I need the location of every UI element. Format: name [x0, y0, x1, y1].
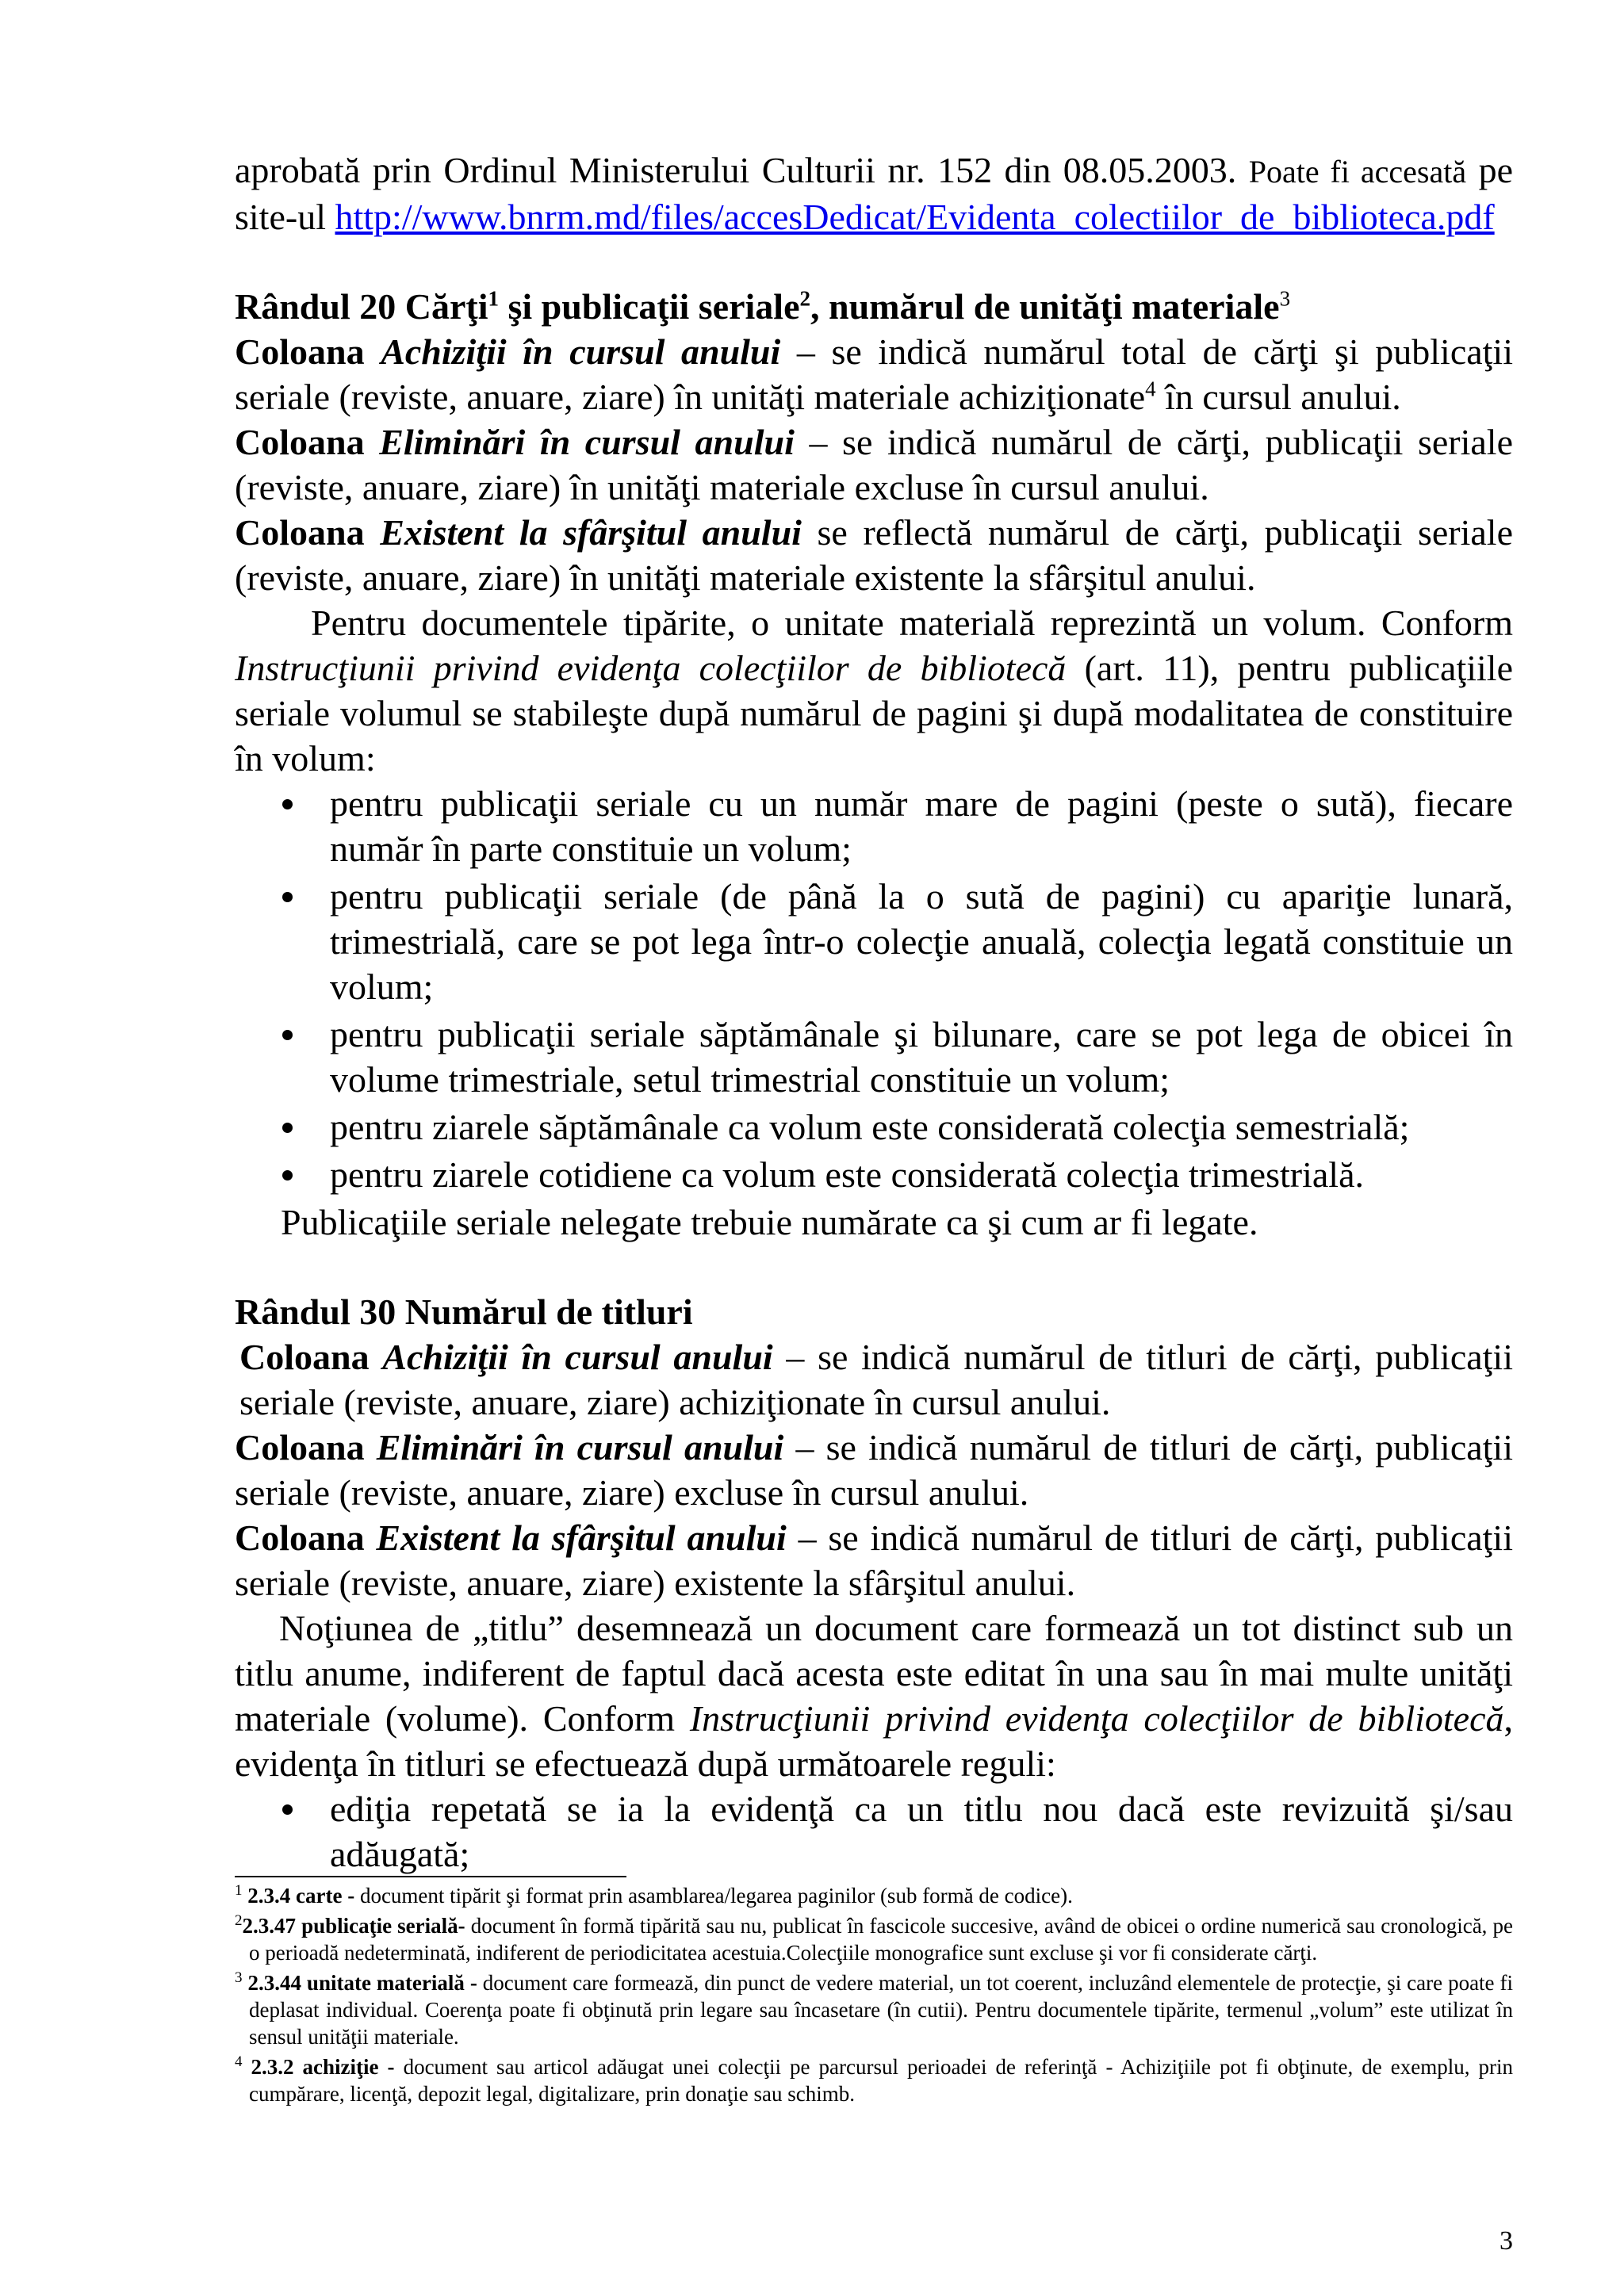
footnote-3: $^3$ 2.3.44 unitate materială - document care formează, din punct de vedere material, un tot coerent, incluzând elementele de protecţie, şi care poate fi deplasat individual. Coerenţa poate fi obţinută prin legare sau încasetare (în cutii). Pentru documentele tipărite, termenul „volum” este utilizat în sensul unităţii materiale.	[235, 1969, 1514, 2049]
list-item: pentru publicaţii seriale (de până la o sută de pagini) cu apariţie lunară, trimestrială, care se pot lega într-o colecţie anuală, colecţia legată constituie un volum;	[330, 874, 1513, 1009]
list-item: pentru publicaţii seriale săptămânale şi bilunare, care se pot lega de obicei în volume trimestriale, setul trimestrial constituie un volum;	[330, 1012, 1513, 1102]
list-item: pentru publicaţii seriale cu un număr mare de pagini (peste o sută), fiecare număr în parte constituie un volum;	[330, 781, 1513, 871]
footnote-1: $^1$ 2.3.4 carte - document tipărit şi format prin asamblarea/legarea paginilor (sub formă de codice).	[235, 1882, 1073, 1908]
r30-column-eliminari: Coloana Eliminări în cursul anului – se indică numărul de titluri de cărţi, publicaţii seriale (reviste, anuare, ziare) excluse în cursul anului.	[235, 1427, 1513, 1513]
list-item: pentru ziarele săptămânale ca volum este considerată colecţia semestrială;	[330, 1104, 1513, 1150]
r20-column-existent: Coloana Existent la sfârşitul anului se reflectă numărul de cărţi, publicaţii seriale (reviste, anuare, ziare) în unităţi materiale existente la sfârşitul anului.	[235, 512, 1513, 598]
list-item: pentru ziarele cotidiene ca volum este considerată colecţia trimestrială.	[330, 1152, 1513, 1197]
r30-column-existent: Coloana Existent la sfârşitul anului – se indică numărul de titluri de cărţi, publicaţii seriale (reviste, anuare, ziare) existente la sfârşitul anului.	[235, 1517, 1513, 1603]
list-item: ediţia repetată se ia la evidenţă ca un titlu nou dacă este revizuită şi/sau adăugată;	[330, 1786, 1513, 1877]
source-link[interactable]: http://www.bnrm.md/files/accesDedicat/Evidenta_colectiilor_de_biblioteca.pdf	[335, 197, 1495, 237]
footnotes	[235, 1882, 1513, 2110]
footnote-4: $^4$ 2.3.2 achiziţie - document sau articol adăugat unei colecţii pe parcursul perioadei de referinţă - Achiziţiile pot fi obţinute, de exemplu, prin cumpărare, licenţă, depozit legal, digitalizare, prin donaţie sau schimb.	[235, 2053, 1513, 2106]
r20-volume-paragraph: Pentru documentele tipărite, o unitate materială reprezintă un volum. Conform Instrucţiunii privind evidenţa colecţiilor de bibliotecă (art. 11), pentru publicaţiile seriale volumul se stabileşte după numărul de pagini şi după modalitatea de constituire în volum:	[235, 603, 1513, 779]
page-number: 3	[1500, 2226, 1513, 2256]
r20-column-eliminari: Coloana Eliminări în cursul anului – se indică numărul de cărţi, publicaţii seriale (reviste, anuare, ziare) în unităţi materiale excluse în cursul anului.	[235, 422, 1514, 507]
section-r30-heading: Rândul 30 Numărul de titluri	[235, 1292, 693, 1332]
r20-note: Publicaţiile seriale nelegate trebuie numărate ca şi cum ar fi legate.	[281, 1202, 1258, 1242]
r20-column-achizitii: Coloana Achiziţii în cursul anului – se indică numărul total de cărţi şi publicaţii seriale (reviste, anuare, ziare) în unităţi materiale achiziţionate$^4$ în cursul anului.	[235, 331, 1513, 417]
r30-column-achizitii: Coloana Achiziţii în cursul anului – se indică numărul de titluri de cărţi, publicaţii seriale (reviste, anuare, ziare) achiziţionate în cursul anului.	[239, 1337, 1513, 1422]
page-body	[235, 147, 1513, 1879]
r20-bullet-list	[235, 781, 1513, 1197]
r30-bullet-list	[235, 1786, 1513, 1877]
section-r20-heading: Rândul 20 Cărţi$^1$ şi publicaţii seriale$^2$, numărul de unităţi materiale$^3$	[235, 286, 1291, 327]
r30-title-paragraph: Noţiunea de „titlu” desemnează un document care formează un tot distinct sub un titlu anume, indiferent de faptul dacă acesta este editat în una sau în mai multe unităţi materiale (volume). Conform Instrucţiunii privind evidenţa colecţiilor de bibliotecă, evidenţa în titluri se efectuează după următoarele reguli:	[235, 1608, 1513, 1784]
footnote-separator	[235, 1876, 626, 1877]
footnote-2: $^2$2.3.47 publicaţie serială- document în formă tipărită sau nu, publicat în fascicole succesive, având de obicei o ordine numerică sau cronologică, pe o perioadă nedeterminată, indiferent de periodicitatea acestuia.Colecţiile monografice sunt excluse şi vor fi considerate cărţi.	[235, 1912, 1513, 1965]
intro-paragraph: aprobată prin Ordinul Ministerului Culturii nr. 152 din 08.05.2003. Poate fi accesată pe site-ul http://www.bnrm.md/files/accesDedicat/Evidenta_colectiilor_de_biblioteca.pdf	[235, 150, 1513, 237]
